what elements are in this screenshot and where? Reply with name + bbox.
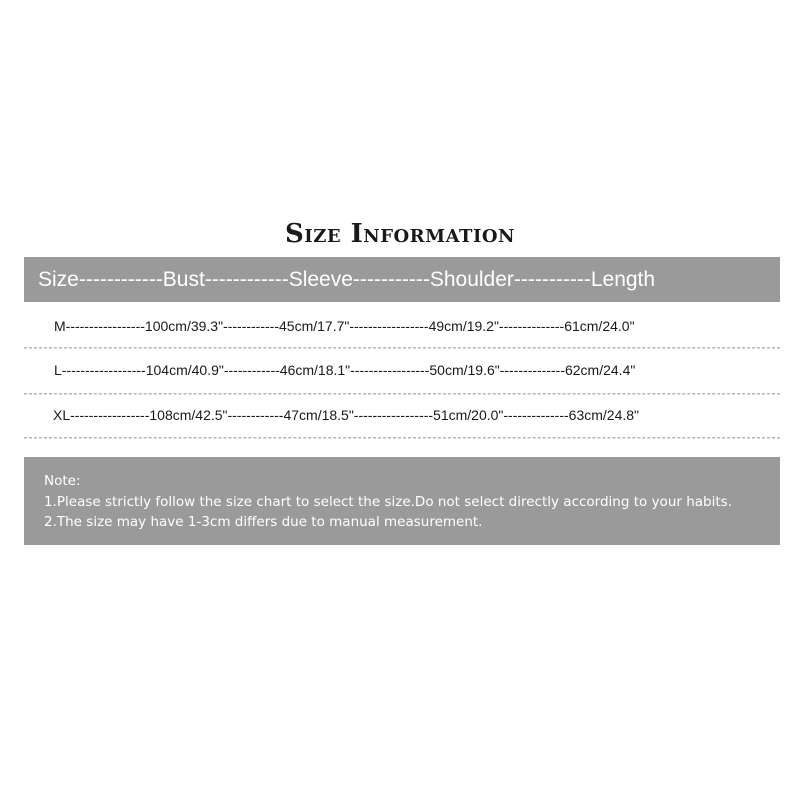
size-table-header: [24, 257, 780, 302]
note-line-1: 1.Please strictly follow the size chart to select the size.Do not select directly according to your habits.: [44, 493, 732, 510]
size-table-header-label: Size------------Bust------------Sleeve-----------Shoulder-----------Length: [38, 268, 656, 291]
note-box: [24, 457, 780, 545]
page-title: Size Information: [285, 219, 515, 249]
size-row-xl: [24, 403, 780, 427]
size-row-text: XL-----------------108cm/42.5"------------47cm/18.5"-----------------51cm/20.0"--------------63cm/24.8": [53, 407, 640, 423]
row-divider: [24, 393, 780, 395]
note-heading: Note:: [44, 473, 81, 489]
size-row-l: [24, 358, 780, 382]
size-row-text: L------------------104cm/40.9"------------46cm/18.1"-----------------50cm/19.6"--------------62cm/24.4": [54, 362, 636, 378]
note-line-2: 2.The size may have 1-3cm differs due to manual measurement.: [44, 514, 483, 530]
row-divider: [24, 437, 780, 439]
size-row-m: [24, 314, 780, 338]
size-row-text: M-----------------100cm/39.3"------------45cm/17.7"-----------------49cm/19.2"--------------61cm/24.0": [54, 318, 635, 334]
row-divider: [24, 347, 780, 349]
